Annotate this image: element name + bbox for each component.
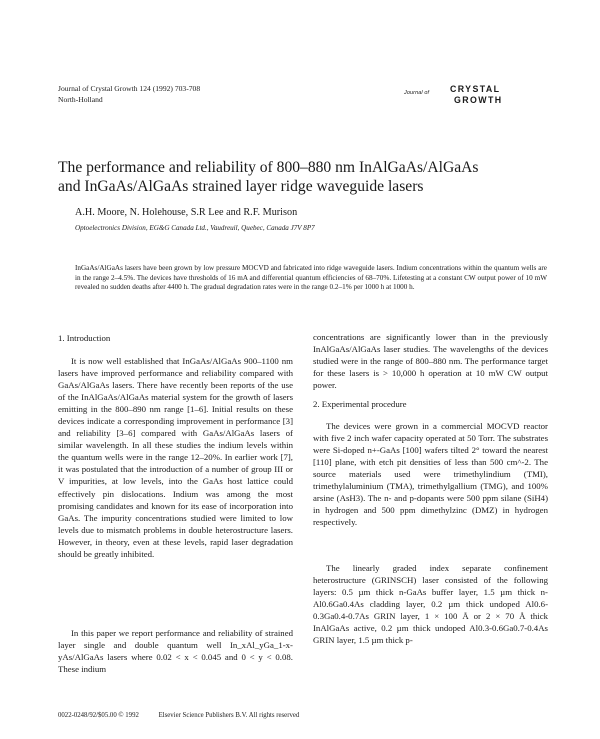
author-list: A.H. Moore, N. Holehouse, S.R Lee and R.F. Murison	[75, 207, 298, 218]
journal-reference: Journal of Crystal Growth 124 (1992) 703-708	[58, 84, 201, 93]
experimental-paragraph-2	[313, 562, 548, 646]
experimental-paragraph-2-text: The linearly graded index separate confinement heterostructure (GRINSCH) laser consisted of the following layers: 0.5 µm thick n-GaAs buffer layer, 1.5 µm thick n-Al0.6Ga0.4As cladding layer, 0.2 µm thick undoped Al0.6-0.3Ga0.4-0.7As GRIN layer, 1 × 100 Å or 2 × 70 Å thick InAlGaAs active, 0.2 µm thick undoped Al0.3-0.6Ga0.7-0.4As GRIN layer, 1.5 µm thick p-	[313, 563, 548, 646]
footer-code: 0022-0248/92/$05.00 © 1992	[58, 712, 139, 719]
affiliation: Optoelectronics Division, EG&G Canada Ltd., Vaudreuil, Quebec, Canada J7V 8P7	[75, 224, 315, 232]
article-title	[58, 158, 558, 196]
intro-paragraph-2	[58, 627, 293, 675]
intro-continuation-text: concentrations are significantly lower than in the previously InAlGaAs/AlGaAs laser studies. The wavelengths of the devices studied were in the range of 800–880 nm. The performance target for these lasers is > 10,000 h operation at 10 mW CW output power.	[313, 332, 548, 391]
logo-word-crystal: CRYSTAL	[450, 84, 501, 94]
title-line-2: and InGaAs/AlGaAs strained layer ridge waveguide lasers	[58, 178, 424, 195]
section-heading-experimental: 2. Experimental procedure	[313, 399, 407, 409]
page-footer	[58, 712, 548, 719]
intro-continuation	[313, 331, 548, 391]
intro-paragraph-1	[58, 355, 293, 560]
abstract: InGaAs/AlGaAs lasers have been grown by low pressure MOCVD and fabricated into ridge waveguide lasers. Indium concentrations within the quantum wells are in the range 2–4.5%. The devices have thresholds of 16 mA and differential quantum efficiencies of 68–70%. Lifetesting at a constant CW output power of 10 mW revealed no sudden deaths after 4400 h. The gradual degradation rates were in the range 0.2–1% per 1000 h at 1000 h.	[75, 264, 547, 292]
journal-header	[58, 84, 298, 105]
experimental-paragraph-1-text: The devices were grown in a commercial MOCVD reactor with five 2 inch wafer capacity operated at 50 Torr. The substrates were Si-doped n+-GaAs [100] wafers tilted 2° toward the nearest [110] plane, with etch pit densities of less than 500 cm^-2. The source materials used were trimethylindium (TMI), trimethylaluminium (TMA), trimethylgallium (TMG), and 100% arsine (AsH3). The n- and p-dopants were 500 ppm silane (SiH4) in hydrogen and 500 ppm dimethylzinc (DMZ) in hydrogen respectively.	[313, 421, 548, 528]
intro-paragraph-1-text: It is now well established that InGaAs/AlGaAs 900–1100 nm lasers have improved performance and reliability compared with GaAs/AlGaAs lasers. There have recently been reports of the use of the InAlGaAs/AlGaAs material system for the growth of lasers emitting in the 800–890 nm range [1–6]. Initial results on these devices indicate a corresponding improvement in performance [3] and reliability [3–6] compared with GaAs/AlGaAs lasers of similar wavelength. In all these studies the indium levels within the quantum wells were in the range 12–20%. In earlier work [7], it was postulated that the introduction of a number of group III or V impurities, at low levels, into the GaAs host lattice could effectively pin dislocations. Indium was among the most promising candidates and known for its ease of incorporation into GaAs. The impurity concentrations studied were limited to low levels due to mismatch problems in double heterostructure lasers. However, in theory, even at these levels, rapid laser degradation should be greatly inhibited.	[58, 356, 293, 559]
intro-paragraph-2-text: In this paper we report performance and reliability of strained layer single and double quantum well In_xAl_yGa_1-x-yAs/AlGaAs lasers where 0.02 < x < 0.045 and 0 < y < 0.08. These indium	[58, 628, 293, 675]
title-line-1: The performance and reliability of 800–880 nm InAlGaAs/AlGaAs	[58, 159, 479, 176]
experimental-paragraph-1	[313, 420, 548, 528]
footer-publisher: Elsevier Science Publishers B.V. All rights reserved	[158, 712, 300, 719]
section-heading-introduction: 1. Introduction	[58, 333, 111, 343]
logo-prefix: Journal of	[404, 90, 430, 96]
logo-word-growth: GROWTH	[454, 95, 503, 105]
publisher-name: North-Holland	[58, 94, 103, 104]
